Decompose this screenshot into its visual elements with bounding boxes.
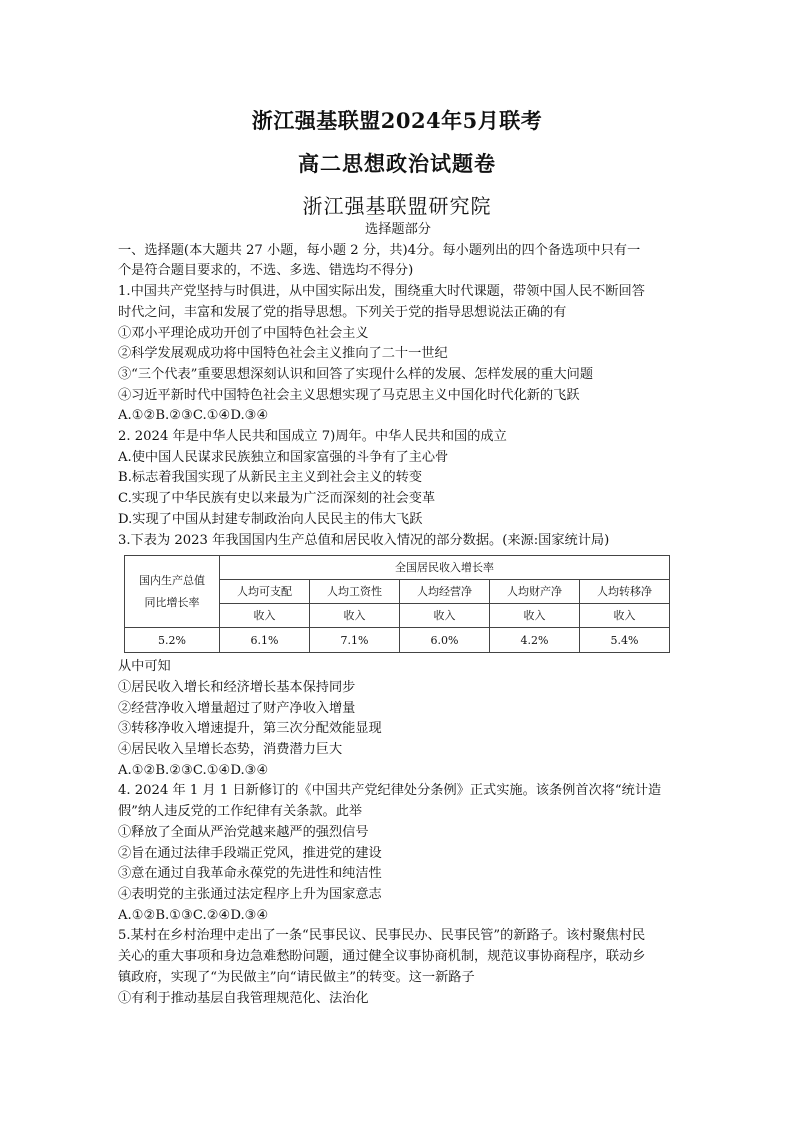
gdp-header-cell [125, 556, 220, 628]
question-3-choices: A.①②B.②③C.①④D.③④ [118, 762, 269, 778]
question-1-option: ②科学发展观成功将中国特色社会主义推向了二十一世纪 [118, 346, 448, 362]
question-3-option: ②经营净收入增量超过了财产净收入增量 [118, 700, 356, 716]
question-4-stem: 4. 2024 年 1 月 1 日新修订的《中国共产党纪律处分条例》正式实施。该条例首次将“统计造 [118, 783, 662, 799]
column-header: 人均转移净 [580, 580, 670, 604]
question-2-choice-a: A.使中国人民谋求民族独立和国家富强的斗争有了主心骨 [118, 449, 449, 465]
column-header: 人均经营净 [400, 580, 490, 604]
group-header-cell: 全国居民收入增长率 [220, 556, 670, 580]
question-5-stem: 镇政府，实现了“为民做主”向“请民做主”的转变。这一新路子 [118, 969, 475, 985]
column-header: 收入 [220, 604, 310, 628]
question-4-option: ③意在通过自我革命永葆党的先进性和纯洁性 [118, 866, 382, 882]
column-header: 收入 [310, 604, 400, 628]
question-4-option: ①释放了全面从严治党越来越严的强烈信号 [118, 824, 369, 840]
question-1-stem: 时代之问，丰富和发展了党的指导思想。下列关于党的指导思想说法正确的有 [118, 304, 567, 320]
income-value-cell: 6.1% [220, 628, 310, 653]
gdp-value-cell: 5.2% [125, 628, 220, 653]
column-header: 人均可支配 [220, 580, 310, 604]
question-5-stem: 关心的重大事项和身边急难愁盼问题，通过健全议事协商机制，规范议事协商程序，联动乡 [118, 949, 646, 965]
question-3-lead: 从中可知 [118, 659, 171, 675]
column-header: 收入 [400, 604, 490, 628]
income-data-table [124, 555, 670, 653]
column-header: 收入 [580, 604, 670, 628]
column-header: 人均财产净 [490, 580, 580, 604]
question-1-option: ③“三个代表”重要思想深刻认识和回答了实现什么样的发展、怎样发展的重大问题 [118, 366, 594, 382]
question-4-option: ④表明党的主张通过法定程序上升为国家意志 [118, 886, 382, 902]
instructions-line: 个是符合题目要求的，不选、多选、错选均不得分) [118, 263, 414, 279]
income-value-cell: 7.1% [310, 628, 400, 653]
question-1-option: ①邓小平理论成功开创了中国特色社会主义 [118, 325, 369, 341]
question-3-stem: 3.下表为 2023 年我国国内生产总值和居民收入情况的部分数据。(来源:国家统计局) [118, 532, 610, 548]
question-1-stem: 1.中国共产党坚持与时俱进，从中国实际出发，围绕重大时代课题，带领中国人民不断回答 [118, 284, 645, 300]
income-value-cell: 4.2% [490, 628, 580, 653]
question-4-choices: A.①②B.①③C.②④D.③④ [118, 907, 269, 923]
question-3-option: ④居民收入呈增长态势，消费潜力巨大 [118, 742, 343, 758]
question-5-option: ①有利于推动基层自我管理规范化、法治化 [118, 990, 369, 1006]
income-value-cell: 5.4% [580, 628, 670, 653]
question-5-stem: 5.某村在乡村治理中走出了一条“民事民议、民事民办、民事民管”的新路子。该村聚焦村民 [118, 928, 646, 944]
section-heading: 选择题部分 [365, 222, 431, 237]
exam-subtitle: 高二思想政治试题卷 [298, 151, 496, 176]
table-header-text: 国内生产总值 [139, 573, 205, 587]
publisher-name: 浙江强基联盟研究院 [302, 194, 492, 218]
question-1-option: ④习近平新时代中国特色社会主义思想实现了马克思主义中国化时代化新的飞跃 [118, 387, 580, 403]
question-1-choices: A.①②B.②③C.①④D.③④ [118, 408, 269, 424]
question-2-stem: 2. 2024 年是中华人民共和国成立 7)周年。中华人民共和国的成立 [118, 429, 507, 445]
question-2-choice-c: C.实现了中华民族有史以来最为广泛而深刻的社会变革 [118, 491, 436, 507]
column-header: 人均工资性 [310, 580, 400, 604]
income-value-cell: 6.0% [400, 628, 490, 653]
question-3-option: ①居民收入增长和经济增长基本保持同步 [118, 679, 356, 695]
table-header-text: 同比增长率 [144, 595, 200, 609]
question-3-option: ③转移净收入增速提升，第三次分配效能显现 [118, 721, 382, 737]
question-2-choice-d: D.实现了中国从封建专制政治向人民民主的伟大飞跃 [118, 511, 423, 527]
column-header: 收入 [490, 604, 580, 628]
question-2-choice-b: B.标志着我国实现了从新民主主义到社会主义的转变 [118, 470, 423, 486]
exam-content [118, 220, 678, 1009]
question-4-stem: 假”纳人违反党的工作纪律有关条款。此举 [118, 804, 363, 820]
instructions-line: 一、选择题(本大题共 27 小题，每小题 2 分，共)4分。每小题列出的四个备选项中只有一 [118, 242, 641, 258]
question-4-option: ②旨在通过法律手段端正党风，推进党的建设 [118, 845, 382, 861]
exam-title: 浙江强基联盟2024年5月联考 [251, 108, 543, 133]
